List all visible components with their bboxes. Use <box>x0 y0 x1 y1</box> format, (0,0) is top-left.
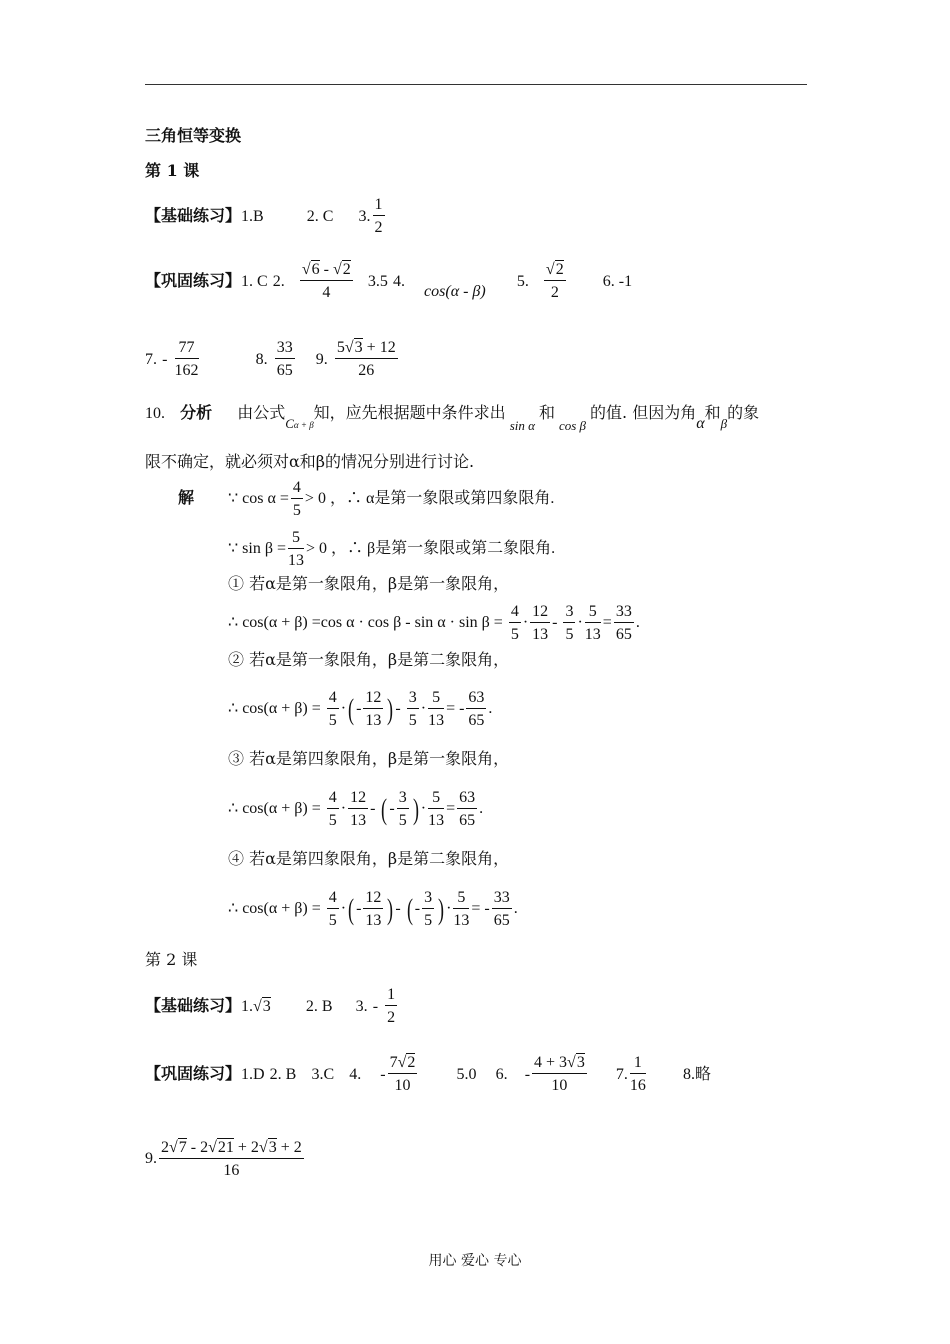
case-2: ② 若α是第一象限角，β是第二象限角， <box>228 650 510 669</box>
l1-cons-row <box>145 262 632 301</box>
fraction-sqrt6-sqrt2-4: $\frac{√6 - √2}{4}$ <box>301 261 351 301</box>
answer-2: 2. C <box>306 208 334 225</box>
fraction-77-162: $\frac{77}{162}$ <box>174 339 199 379</box>
solution-step-2: ∵ sin β = $\frac{5}{13}$ > 0 ，∴ β是第一象限或第二象限角. <box>228 529 556 569</box>
l2-q9 <box>145 1140 306 1179</box>
consolidate-label: 【巩固练习】 <box>145 271 242 290</box>
answer-7: 7. <box>145 351 157 368</box>
answer-6: 6. -1 <box>602 273 633 290</box>
answer-3: 3. <box>355 998 368 1015</box>
case-1-equation: ∴ cos(α + β) =cos α · cos β - sin α · sin β = $\frac{4}{5}$ · $\frac{12}{13}$ - $\frac{3}{5}$ · $\frac{5}{13}$ = $\frac{33}{65}$ . <box>228 603 640 643</box>
section-title: 三角恒等变换 <box>145 126 242 145</box>
case-4-equation: ∴ cos(α + β) = $\frac{4}{5}$ ·( - $\frac{12}{13}$ ) - ( - $\frac{3}{5}$ ) · $\frac{5}{13}$ = - $\frac{33}{65}$ . <box>228 889 518 929</box>
answer-5: 5.0 <box>456 1066 477 1083</box>
answer-1: 1.B <box>241 208 264 225</box>
fraction-5sqrt3-12-26: $\frac{5√3 + 12}{26}$ <box>336 339 396 379</box>
alpha: α <box>696 415 705 432</box>
answer-1: 1.D <box>241 1066 265 1083</box>
lesson-1-heading: 第 1 课 <box>145 161 200 180</box>
cos-beta: cos β <box>558 418 587 433</box>
basic-label: 【基础练习】 <box>145 996 242 1015</box>
answer-4: 4. <box>349 1066 362 1083</box>
fraction-1-2: $\frac{1}{2}$ <box>387 986 396 1026</box>
answer-2: 2. <box>272 273 285 290</box>
analysis-text-3: 的值. 但因为角 <box>590 403 697 422</box>
answer-8: 8. <box>255 351 268 368</box>
q10-analysis-line2: 限不确定，就必须对α和β的情况分别进行讨论. <box>145 452 475 471</box>
lesson-2-heading: 第 2 课 <box>145 950 198 969</box>
case-1: ① 若α是第一象限角，β是第一象限角， <box>228 574 510 593</box>
answer-3: 3.C <box>311 1066 335 1083</box>
page-footer: 用心 爱心 专心 <box>428 1253 522 1269</box>
fraction-q9: $\frac{2√7 - 2√21 + 2√3 + 2}{16}$ <box>161 1139 302 1179</box>
analysis-text-2: 知，应先根据题中条件求出 <box>313 403 506 422</box>
l2-basic-row: 【基础练习】1.√3 2. B 3. - $\frac{1}{2}$ <box>145 986 396 1026</box>
l1-basic-row <box>145 197 387 236</box>
fraction-33-65: $\frac{33}{65}$ <box>276 339 293 379</box>
answer-4: 4. <box>392 273 405 290</box>
formula-c: Cα + β <box>285 416 314 431</box>
l2-cons-row: 【巩固练习】1.D 2. B 3.C 4. - $\frac{7√2}{10}$ 5.0 6. - $\frac{4 + 3√3}{10}$ 7. $\frac{1}{16}$ 8.略 <box>145 1054 712 1094</box>
fraction-1-16: $\frac{1}{16}$ <box>629 1054 646 1094</box>
fraction-7sqrt2-10: $\frac{7√2}{10}$ <box>389 1054 416 1094</box>
basic-label: 【基础练习】 <box>145 206 242 225</box>
answer-1: 1. C <box>241 273 268 290</box>
q9-number: 9. <box>145 1150 157 1168</box>
and-2: 和 <box>704 403 721 422</box>
answer-8: 8.略 <box>683 1066 712 1083</box>
fraction-1-2: $\frac{1}{2}$ <box>374 196 383 236</box>
case-3: ③ 若α是第四象限角，β是第一象限角， <box>228 749 510 768</box>
case-3-equation: ∴ cos(α + β) = $\frac{4}{5}$ · $\frac{12}{13}$ - ( - $\frac{3}{5}$ ) · $\frac{5}{13}$ = $\frac{63}{65}$ . <box>228 789 484 829</box>
and-1: 和 <box>538 403 555 422</box>
answer-2: 2. B <box>305 998 333 1015</box>
l1-row-7-9: 7. - $\frac{77}{162}$ 8. $\frac{33}{65}$ 9. $\frac{5√3 + 12}{26}$ <box>145 339 396 379</box>
fraction-sqrt2-2: $\frac{√2}{2}$ <box>545 261 564 301</box>
answer-5: 5. <box>516 273 529 290</box>
solution-label: 解 <box>178 488 195 507</box>
answer-6: 6. <box>495 1066 508 1083</box>
answer-3: 3. <box>358 208 371 225</box>
fraction-4-3sqrt3-10: $\frac{4 + 3√3}{10}$ <box>534 1054 585 1094</box>
header-rule <box>145 84 807 85</box>
beta: β <box>720 416 728 431</box>
answer-9: 9. <box>315 351 328 368</box>
analysis-text-4: 的象 <box>727 403 760 422</box>
sin-alpha: sin α <box>509 418 535 433</box>
analysis-label: 分析 <box>180 403 213 422</box>
cos-alpha-minus-beta: cos(α - β) <box>424 283 486 300</box>
case-4: ④ 若α是第四象限角，β是第二象限角， <box>228 849 510 868</box>
answer-7: 7. <box>615 1066 628 1083</box>
analysis-text-1: 由公式 <box>237 403 286 422</box>
q10-number: 10. <box>145 405 165 422</box>
solution-step-1: ∵ cos α = $\frac{4}{5}$ > 0 ，∴ α是第一象限或第四象限角. <box>228 479 555 519</box>
answer-1: 1. <box>241 998 254 1015</box>
answer-2: 2. B <box>269 1066 297 1083</box>
case-2-equation: ∴ cos(α + β) = $\frac{4}{5}$ ·( - $\frac{12}{13}$ ) - $\frac{3}{5}$ · $\frac{5}{13}$ = - $\frac{63}{65}$ . <box>228 689 493 729</box>
consolidate-label: 【巩固练习】 <box>145 1064 242 1083</box>
answer-3: 3.5 <box>367 273 388 290</box>
